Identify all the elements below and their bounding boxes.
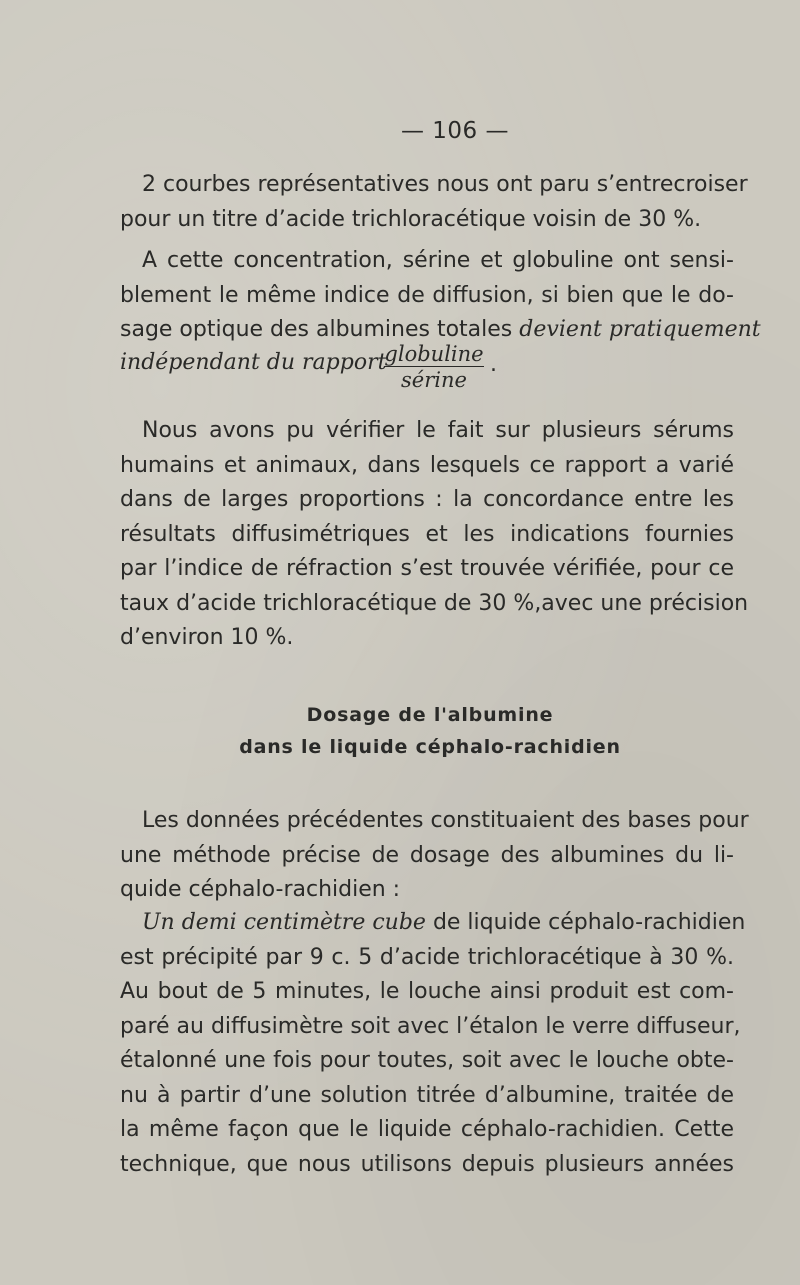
fraction xyxy=(384,342,484,393)
fraction-period: . xyxy=(490,352,497,377)
paragraph-5 xyxy=(120,906,746,1182)
paragraph-3 xyxy=(120,414,749,656)
text-line: d’environ 10 %. xyxy=(120,625,294,650)
text-line: taux d’acide trichloracétique de 30 %,avec une précision xyxy=(120,590,749,616)
text-line: nu à partir d’une solution titrée d’albumine, traitée de xyxy=(120,1082,734,1108)
text-line: dans de larges proportions : la concordance entre les xyxy=(120,487,734,512)
text-line: Les données précédentes constituaient des bases pour xyxy=(142,808,749,833)
text-line: technique, que nous utilisons depuis plusieurs années xyxy=(120,1151,734,1177)
text-line: 2 courbes représentatives nous ont paru s’entrecroiser xyxy=(142,172,748,197)
text-line: paré au diffusimètre soit avec l’étalon le verre diffuseur, xyxy=(120,1013,741,1039)
paragraph-2 xyxy=(120,244,761,348)
section-heading-line-1: Dosage de l'albumine xyxy=(306,704,554,726)
paragraph-4 xyxy=(120,804,749,908)
fraction-lead-text: indépendant du rapport xyxy=(120,350,387,375)
text-line: étalonné une fois pour toutes, soit avec le louche obte- xyxy=(120,1048,734,1073)
fraction-denominator: sérine xyxy=(401,368,467,392)
text-line: pour un titre d’acide trichloracétique voisin de 30 %. xyxy=(120,206,702,232)
text-line: humains et animaux, dans lesquels ce rapport a varié xyxy=(120,452,734,478)
text-line: résultats diffusimétriques et les indications fournies xyxy=(120,521,734,547)
text-line: par l’indice de réfraction s’est trouvée vérifiée, pour ce xyxy=(120,556,734,581)
italic-text: Un demi centimètre cube xyxy=(142,910,426,935)
text-line: une méthode précise de dosage des albumines du li- xyxy=(120,842,734,868)
text-line: Nous avons pu vérifier le fait sur plusieurs sérums xyxy=(142,418,734,443)
text-line: blement le même indice de diffusion, si bien que le do- xyxy=(120,282,734,308)
fraction-numerator: globuline xyxy=(384,342,484,366)
text-line: Au bout de 5 minutes, le louche ainsi produit est com- xyxy=(120,979,734,1004)
text-line xyxy=(120,906,746,941)
text-line: A cette concentration, sérine et globuline ont sensi- xyxy=(142,248,734,273)
text-segment: sage optique des albumines totales xyxy=(120,317,513,342)
text-line: la même façon que le liquide céphalo-rachidien. Cette xyxy=(120,1117,734,1142)
section-heading-line-2: dans le liquide céphalo-rachidien xyxy=(239,736,621,758)
paragraph-1 xyxy=(120,168,748,237)
italic-text: devient pratiquement xyxy=(519,317,761,342)
text-line: quide céphalo-rachidien : xyxy=(120,877,401,902)
text-segment: de liquide céphalo-rachidien xyxy=(432,910,746,935)
page-number: — 106 — xyxy=(400,118,510,144)
text-line: est précipité par 9 c. 5 d’acide trichloracétique à 30 %. xyxy=(120,944,734,970)
fraction-expression xyxy=(120,342,734,402)
